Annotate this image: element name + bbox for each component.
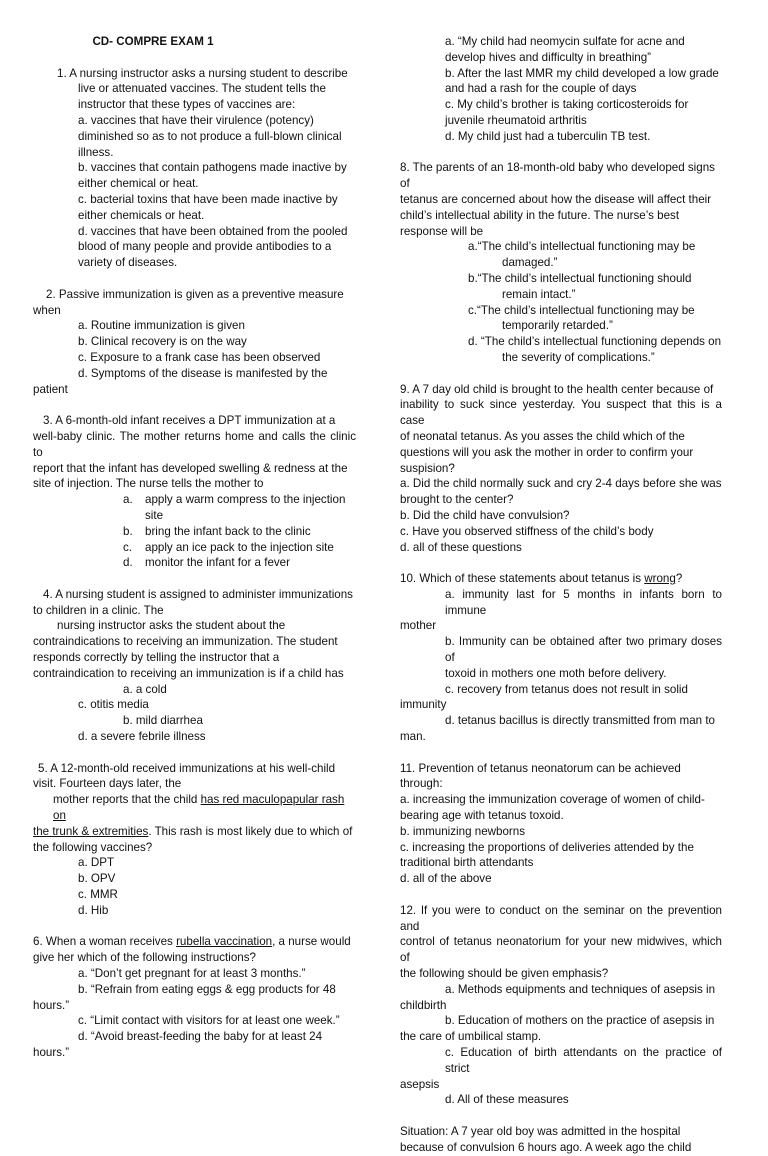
q4-option-b: b. mild diarrhea — [123, 714, 203, 728]
q8-option-b: remain intact.” — [502, 287, 576, 301]
q7-option-d: d. My child just had a tuberculin TB test. — [445, 129, 651, 143]
situation — [400, 1124, 722, 1156]
q3-option-d: d. monitor the infant for a fever — [123, 556, 290, 570]
q9-option-b: b. Did the child have convulsion? — [400, 508, 570, 522]
q2-option-a: a. Routine immunization is given — [78, 319, 245, 333]
q9-stem: questions will you ask the mother in order to confirm your — [400, 445, 694, 459]
q1-option-a: diminished so as to not produce a full-blown clinical — [78, 129, 342, 143]
q3-option-c: c. apply an ice pack to the injection site — [123, 540, 334, 554]
q9-option-c: c. Have you observed stiffness of the child’s body — [400, 524, 654, 538]
q9-option-d: d. all of these questions — [400, 540, 522, 554]
q4-option-d: d. a severe febrile illness — [78, 730, 206, 744]
q12-stem: control of tetanus neonatorium for your new midwives, which of — [400, 935, 722, 965]
q6-option-b: b. “Refrain from eating eggs & egg products for 48 — [78, 982, 336, 996]
q4-option-a: a. a cold — [123, 682, 167, 696]
q12-option-a: childbirth — [400, 998, 447, 1012]
right-column — [400, 34, 722, 1156]
q10-stem: 10. Which of these statements about tetanus is wrong? — [400, 572, 683, 586]
q5-stem: 5. A 12-month-old received immunizations at his well-child — [38, 761, 336, 775]
q1-option-a: illness. — [78, 145, 114, 159]
q6-stem: 6. When a woman receives rubella vaccination, a nurse would — [33, 935, 351, 949]
q4-stem: responds correctly by telling the instructor that a — [33, 651, 280, 665]
q4-stem: contraindication to receiving an immunization is if a child has — [33, 666, 344, 680]
question-1 — [33, 66, 356, 271]
q1-option-a: a. vaccines that have their virulence (potency) — [78, 113, 314, 127]
q5-stem: the trunk & extremities. This rash is most likely due to which of — [33, 824, 353, 838]
q6-option-b: hours.” — [33, 998, 70, 1012]
question-12 — [400, 903, 722, 1108]
q8-option-d: the severity of complications.” — [502, 350, 655, 364]
question-10 — [400, 571, 722, 745]
q12-option-c: c. Education of birth attendants on the practice of strict — [445, 1046, 722, 1075]
q12-option-a: a. Methods equipments and techniques of asepsis in — [445, 982, 716, 996]
q5-stem: the following vaccines? — [33, 840, 153, 854]
q8-stem: tetanus are concerned about how the disease will affect their — [400, 192, 712, 206]
q10-option-a: mother — [400, 619, 437, 633]
q8-stem: 8. The parents of an 18-month-old baby who developed signs of — [400, 161, 715, 191]
q5-stem: mother reports that the child has red maculopapular rash on — [53, 793, 345, 823]
q1-option-b: b. vaccines that contain pathogens made inactive by — [78, 161, 347, 175]
q12-option-d: d. All of these measures — [445, 1093, 569, 1107]
q3-option-b: b. bring the infant back to the clinic — [123, 524, 311, 538]
left-column — [33, 34, 356, 1061]
question-6 — [33, 934, 356, 1060]
question-11 — [400, 761, 722, 887]
q12-option-b: b. Education of mothers on the practice of asepsis in — [445, 1014, 715, 1028]
q7-option-b: and had a rash for the couple of days — [445, 82, 637, 96]
q7-option-a: a. “My child had neomycin sulfate for acne and — [445, 35, 685, 48]
q3-stem: 3. A 6-month-old infant receives a DPT immunization at a — [43, 414, 336, 428]
q8-stem: child’s intellectual ability in the future. The nurse’s best — [400, 208, 680, 222]
q4-stem: nursing instructor asks the student about the — [57, 619, 286, 633]
q9-option-a: brought to the center? — [400, 493, 514, 507]
q6-option-c: c. “Limit contact with visitors for at least one week.” — [78, 1014, 340, 1028]
q11-option-b: b. immunizing newborns — [400, 824, 526, 838]
q1-option-c: either chemicals or heat. — [78, 208, 205, 222]
q4-option-c: c. otitis media — [78, 698, 149, 712]
q12-stem: the following should be given emphasis? — [400, 967, 609, 981]
question-7-options — [400, 34, 722, 145]
q9-stem: inability to suck since yesterday. You suspect that this is a case — [400, 398, 722, 428]
q6-option-d: hours.” — [33, 1046, 70, 1059]
q3-stem: well-baby clinic. The mother returns home and calls the clinic to — [33, 429, 356, 459]
q1-option-d: variety of diseases. — [78, 256, 178, 270]
q3-stem: site of injection. The nurse tells the mother to — [33, 477, 264, 491]
question-8 — [400, 160, 722, 365]
question-3 — [33, 413, 356, 571]
q7-option-b: b. After the last MMR my child developed a low grade — [445, 66, 719, 80]
q7-option-c: juvenile rheumatoid arthritis — [445, 113, 587, 127]
q5-stem: visit. Fourteen days later, the — [33, 777, 182, 791]
q11-option-c: c. increasing the proportions of deliveries attended by the — [400, 840, 694, 854]
q11-option-a: a. increasing the immunization coverage of women of child- — [400, 793, 705, 807]
q2-option-d: patient — [33, 382, 68, 396]
q5-option-a: a. DPT — [78, 856, 115, 870]
question-4 — [33, 587, 356, 745]
q1-option-c: c. bacterial toxins that have been made inactive by — [78, 192, 338, 206]
q2-option-b: b. Clinical recovery is on the way — [78, 335, 247, 349]
q10-option-d: man. — [400, 730, 426, 744]
q7-option-c: c. My child’s brother is taking corticosteroids for — [445, 98, 689, 112]
situation-line: because of convulsion 6 hours ago. A week ago the child — [400, 1140, 692, 1154]
q8-option-c: temporarily retarded.” — [502, 319, 613, 333]
q12-option-b: the care of umbilical stamp. — [400, 1030, 542, 1044]
q8-option-d: d. “The child’s intellectual functioning depends on — [468, 335, 722, 349]
q10-option-b: toxoid in mothers one moth before delivery. — [445, 666, 667, 680]
q10-option-b: b. Immunity can be obtained after two primary doses of — [445, 635, 722, 665]
q12-stem: 12. If you were to conduct on the seminar on the prevention and — [400, 903, 722, 933]
q11-option-a: bearing age with tetanus toxoid. — [400, 809, 564, 823]
q10-option-c: immunity — [400, 698, 447, 712]
q1-stem-line: 1. A nursing instructor asks a nursing student to describe — [57, 66, 348, 80]
question-9 — [400, 382, 722, 556]
q1-option-d: d. vaccines that have been obtained from the pooled — [78, 224, 348, 238]
q1-option-b: either chemical or heat. — [78, 177, 199, 191]
q6-option-d: d. “Avoid breast-feeding the baby for at least 24 — [78, 1030, 323, 1044]
q1-option-d: blood of many people and provide antibodies to a — [78, 240, 332, 254]
q3-option-a: a. apply a warm compress to the injection site — [123, 493, 346, 522]
q2-stem: 2. Passive immunization is given as a preventive measure — [46, 287, 344, 301]
q2-stem: when — [33, 303, 61, 317]
q11-option-c: traditional birth attendants — [400, 856, 534, 870]
q2-option-c: c. Exposure to a frank case has been observed — [78, 350, 321, 364]
q11-stem: 11. Prevention of tetanus neonatorum can be achieved through: — [400, 761, 681, 791]
q8-option-b: b.“The child’s intellectual functioning should — [468, 271, 692, 285]
q8-option-a: damaged.” — [502, 256, 558, 270]
q3-stem: report that the infant has developed swelling & redness at the — [33, 461, 348, 475]
q10-option-d: d. tetanus bacillus is directly transmitted from man to — [445, 714, 715, 728]
q10-option-a: a. immunity last for 5 months in infants born to immune — [445, 587, 722, 617]
q9-stem: suspision? — [400, 461, 455, 475]
q4-stem: to children in a clinic. The — [33, 603, 164, 617]
question-2 — [33, 287, 356, 398]
q9-stem: of neonatal tetanus. As you asses the child which of the — [400, 429, 685, 443]
q7-option-a: develop hives and difficulty in breathing” — [445, 50, 652, 64]
q9-stem: 9. A 7 day old child is brought to the health center because of — [400, 382, 714, 396]
q6-stem: give her which of the following instructions? — [33, 951, 256, 965]
q8-stem: response will be — [400, 224, 484, 238]
q8-option-c: c.“The child’s intellectual functioning may be — [468, 303, 695, 317]
situation-line: Situation: A 7 year old boy was admitted in the hospital — [400, 1124, 681, 1138]
q8-option-a: a.“The child’s intellectual functioning may be — [468, 240, 696, 254]
q5-option-d: d. Hib — [78, 903, 109, 917]
q1-stem-line: instructor that these types of vaccines are: — [78, 98, 296, 112]
q6-option-a: a. “Don’t get pregnant for at least 3 months.” — [78, 967, 306, 981]
q11-option-d: d. all of the above — [400, 872, 492, 886]
q5-option-c: c. MMR — [78, 888, 118, 902]
q5-option-b: b. OPV — [78, 872, 116, 886]
q4-stem: 4. A nursing student is assigned to administer immunizations — [43, 587, 353, 601]
q12-option-c: asepsis — [400, 1077, 440, 1091]
q10-option-c: c. recovery from tetanus does not result in solid — [445, 682, 688, 696]
q4-stem: contraindications to receiving an immunization. The student — [33, 635, 338, 649]
q2-option-d: d. Symptoms of the disease is manifested by the — [78, 366, 328, 380]
q9-option-a: a. Did the child normally suck and cry 2-4 days before she was — [400, 477, 722, 491]
question-5 — [33, 761, 356, 919]
q1-stem-line: live or attenuated vaccines. The student tells the — [78, 82, 326, 96]
page-title: CD- COMPRE EXAM 1 — [92, 35, 214, 48]
